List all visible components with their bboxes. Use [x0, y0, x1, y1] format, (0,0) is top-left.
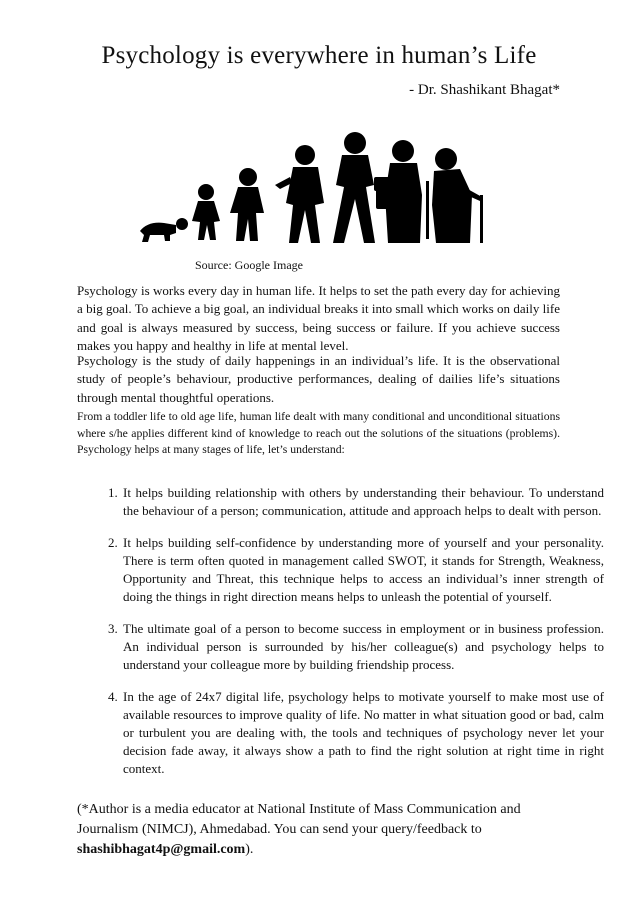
- elderly-silhouette: [432, 148, 483, 243]
- child-silhouette: [230, 168, 264, 241]
- paragraph-intro: Psychology is works every day in human life. It helps to set the path every day for achieving a big goal. To achieve a big goal, an individual breaks it into small which works on daily life and goal is always measured by success, being success or failure. If you achieve success makes you happy and healthy in life at mental level.: [77, 283, 560, 353]
- baby-silhouette: [140, 218, 188, 242]
- author-footnote: [77, 800, 567, 860]
- footnote-text: (*Author is a media educator at National Institute of Mass Communication and Journalism (NIMCJ), Ahmedabad. You can send your query/feedback to: [77, 802, 521, 837]
- toddler-silhouette: [192, 184, 220, 240]
- teen-silhouette: [275, 145, 324, 243]
- author-byline: - Dr. Shashikant Bhagat*: [409, 82, 560, 98]
- document-title: Psychology is everywhere in human’s Life: [101, 42, 537, 69]
- paragraph-definition: Psychology is the study of daily happenings in an individual’s life. It is the observational study of people’s behaviour, productive performances, dealing of dailies life’s situations through mental thoughtful operations.: [77, 353, 560, 405]
- list-item: 3. The ultimate goal of a person to become success in employment or in business profession. An individual person is surrounded by his/her colleague(s) and psychology helps to understand your colleague more by building friendship process.: [121, 620, 604, 674]
- list-item: 4. In the age of 24x7 digital life, psychology helps to motivate yourself to make most use of available resources to improve quality of life. No matter in what situation good or bad, calm or turbulent you are dealing with, the tools and techniques of psychology never let your decision fade away, it always show a path to find the right solution at right time in right context.: [121, 688, 604, 778]
- adult-silhouette: [376, 140, 429, 243]
- list-item: 1. It helps building relationship with others by understanding their behaviour. To understand the behaviour of a person; communication, attitude and approach helps to dealt with person.: [121, 484, 604, 520]
- paragraph-stages: From a toddler life to old age life, human life dealt with many conditional and unconditional situations where s/he applies different kind of knowledge to reach out the solutions of the situations (problems). Psychology helps at many stages of life, let’s understand:: [77, 410, 560, 456]
- evolution-of-human-life-image: [130, 125, 510, 247]
- author-email: shashibhagat4p@gmail.com: [77, 842, 246, 857]
- footnote-end: ).: [245, 842, 254, 857]
- list-item: 2. It helps building self-confidence by understanding more of yourself and your personality. There is term often quoted in management called SWOT, it stands for Strength, Weakness, Opportunity and Threat, this technique helps to access an individual’s inner strength of doing the things in right direction means helps to unleash the potential of yourself.: [121, 534, 604, 606]
- figure-caption: Source: Google Image: [195, 258, 303, 272]
- points-list: [77, 484, 604, 792]
